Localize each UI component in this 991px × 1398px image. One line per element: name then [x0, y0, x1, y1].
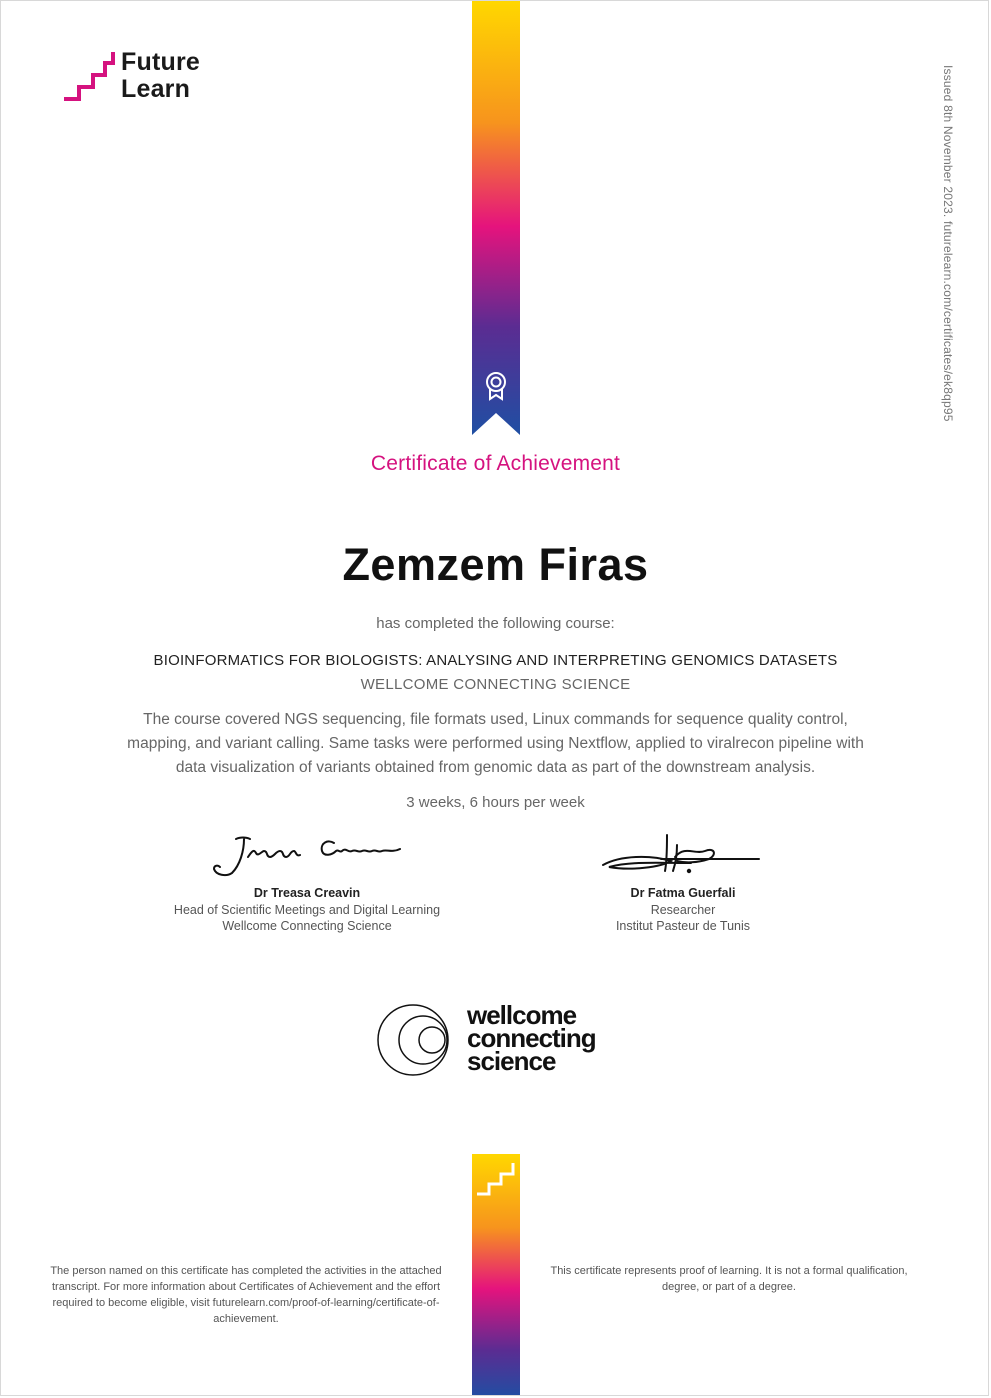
- futurelearn-stairs-icon: [63, 51, 115, 101]
- course-duration: 3 weeks, 6 hours per week: [406, 794, 585, 811]
- ribbon-top: [472, 1, 520, 435]
- completed-text: has completed the following course:: [376, 615, 615, 632]
- signature-treasa-creavin: [206, 827, 406, 879]
- signatory-2: [523, 885, 843, 935]
- futurelearn-wordmark: Future Learn: [121, 48, 200, 103]
- footer-disclaimer: This certificate represents proof of learning. It is not a formal qualification, degree, or part of a degree.: [550, 1265, 908, 1293]
- certificate-title: Certificate of Achievement: [370, 452, 621, 475]
- course-organisation: WELLCOME CONNECTING SCIENCE: [360, 676, 631, 693]
- signature-fatma-guerfali: [601, 831, 771, 883]
- footer-proof-of-learning: The person named on this certificate has completed the activities in the attached transcript. For more information about Certificates of Achievement and the effort required to become eligible, visit futurelearn.com/proof-of-learning/certificate-of-achievement.: [50, 1265, 442, 1325]
- signatory-1-role: Head of Scientific Meetings and Digital Learning: [173, 902, 441, 917]
- signatory-2-name: Dr Fatma Guerfali: [630, 886, 736, 900]
- ribbon-bottom: [472, 1154, 520, 1396]
- course-description: The course covered NGS sequencing, file formats used, Linux commands for sequence quality control, mapping, and variant calling. Same tasks were performed using Nextflow, applied to viralrecon pipeline with data visualization of variants obtained from genomic data as part of the downstream analysis.: [127, 711, 864, 776]
- issued-date-url: Issued 8th November 2023. futurelearn.com/certificates/ek8qp95: [941, 65, 955, 422]
- signatory-1-org: Wellcome Connecting Science: [222, 919, 392, 933]
- learner-name: Zemzem Firas: [342, 539, 649, 590]
- signatory-2-role: Researcher: [650, 902, 716, 917]
- signatory-1-name: Dr Treasa Creavin: [253, 886, 361, 900]
- course-name: BIOINFORMATICS FOR BIOLOGISTS: ANALYSING AND INTERPRETING GENOMICS DATASETS: [153, 652, 838, 669]
- signatory-1: [147, 885, 467, 935]
- wellcome-wordmark: wellcome connecting science: [467, 1000, 596, 1076]
- signatory-2-org: Institut Pasteur de Tunis: [615, 919, 751, 933]
- wellcome-circles-icon: [376, 1003, 452, 1077]
- futurelearn-logo: [63, 49, 223, 105]
